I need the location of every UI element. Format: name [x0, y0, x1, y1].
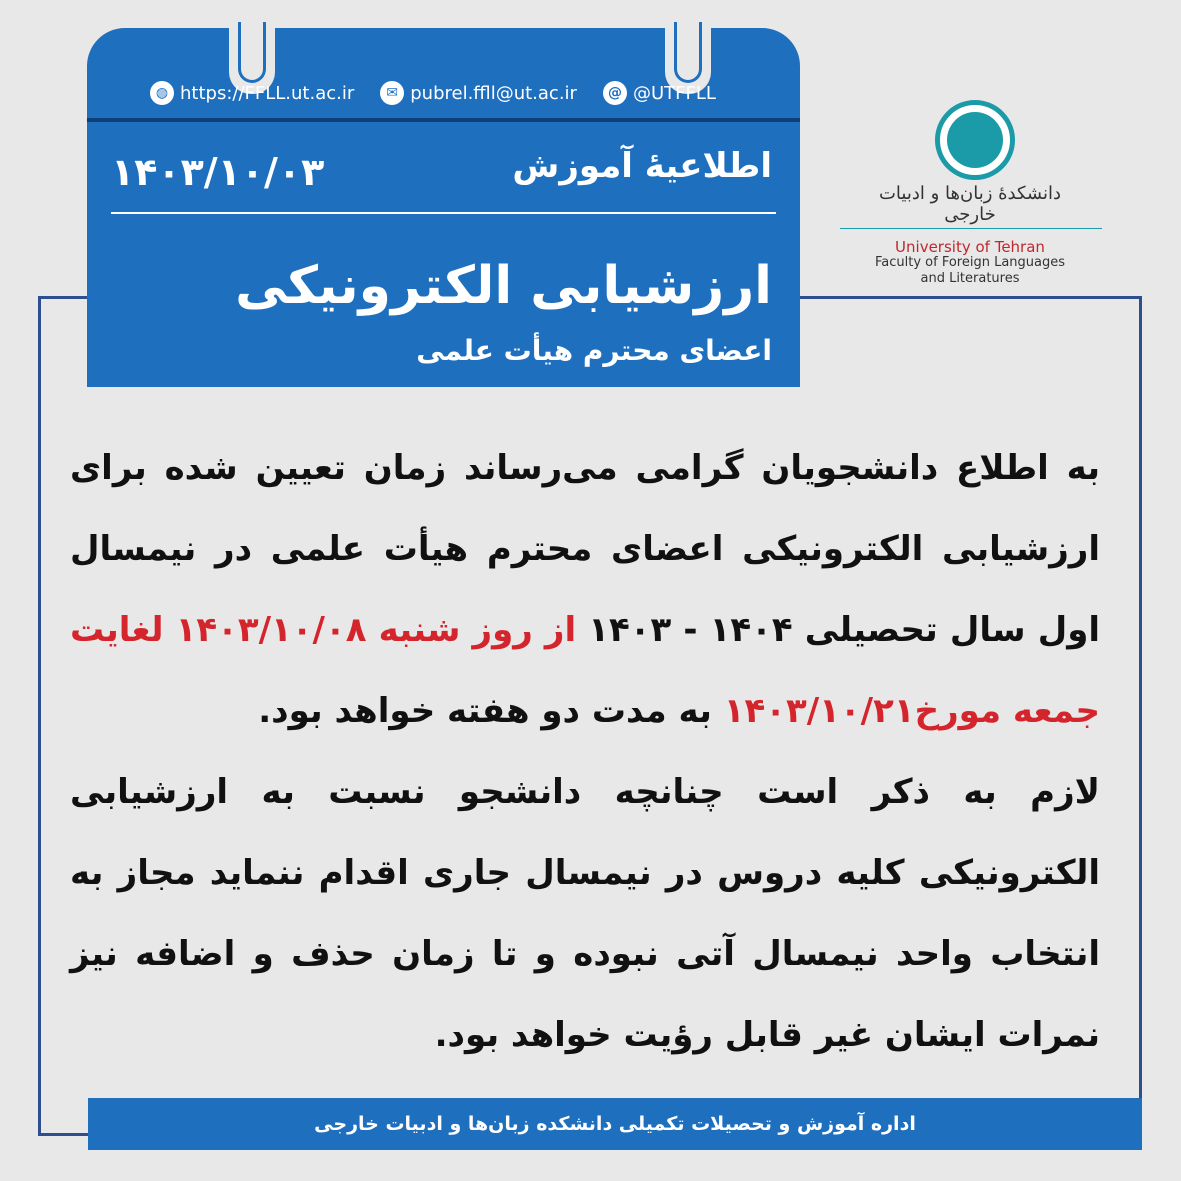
paragraph-2: لازم به ذکر است چنانچه دانشجو نسبت به ارزشیابی الکترونیکی کلیه دروس در نیمسال جاری اقدام ننماید مجاز به انتخاب واحد نیمسال آتی نبوده و تا زمان حذف و اضافه نیز نمرات ایشان غیر قابل رؤیت خواهد بود.	[70, 772, 1100, 1055]
website-text[interactable]: https://FFLL.ut.ac.ir	[180, 82, 355, 104]
logo-divider	[840, 228, 1102, 229]
header-box	[87, 118, 800, 387]
university-name-en: University of Tehran	[895, 238, 1045, 256]
faculty-name-en-line1: Faculty of Foreign Languages	[874, 255, 1066, 270]
page-title: ارزشیابی الکترونیکی	[235, 256, 772, 316]
contact-website[interactable]	[150, 81, 354, 105]
social-icon: @	[603, 81, 627, 105]
date-range-highlight: از روز شنبه ۱۴۰۳/۱۰/۰۸ لغایت جمعه مورخ۱۴۰۳/۱۰/۲۱	[70, 610, 1100, 731]
announcement-body	[70, 428, 1100, 1076]
header-divider	[111, 212, 776, 214]
logo-emblem	[947, 112, 1003, 168]
email-text[interactable]: pubrel.ffll@ut.ac.ir	[410, 82, 577, 104]
globe-icon: ◍	[150, 81, 174, 105]
faculty-name-fa: دانشکدهٔ زبان‌ها و ادبیات خارجی	[878, 183, 1062, 225]
footer-text: اداره آموزش و تحصیلات تکمیلی دانشکده زبان‌ها و ادبیات خارجی	[314, 1113, 916, 1135]
footer-bar	[88, 1098, 1142, 1150]
faculty-name-en	[850, 255, 1090, 287]
paragraph-1-start: به اطلاع دانشجویان گرامی می‌رساند زمان تعیین شده برای ارزشیابی الکترونیکی اعضای محترم هیأت علمی در نیمسال اول سال تحصیلی ۱۴۰۴ - ۱۴۰۳	[70, 448, 1100, 650]
contact-social[interactable]	[603, 81, 716, 105]
contact-bar	[150, 78, 750, 108]
email-icon: ✉	[380, 81, 404, 105]
paragraph-1	[70, 428, 1100, 752]
announcement-date: ۱۴۰۳/۱۰/۰۳	[111, 150, 325, 194]
announcement-label: اطلاعیهٔ آموزش	[512, 146, 772, 186]
paragraph-1-end: به مدت دو هفته خواهد بود.	[258, 691, 724, 731]
contact-email[interactable]	[380, 81, 577, 105]
social-text[interactable]: @UTFFLL	[632, 82, 716, 104]
faculty-name-en-line2: and Literatures	[920, 271, 1020, 286]
university-logo-icon	[935, 100, 1015, 180]
page-subtitle: اعضای محترم هیأت علمی	[416, 334, 772, 367]
